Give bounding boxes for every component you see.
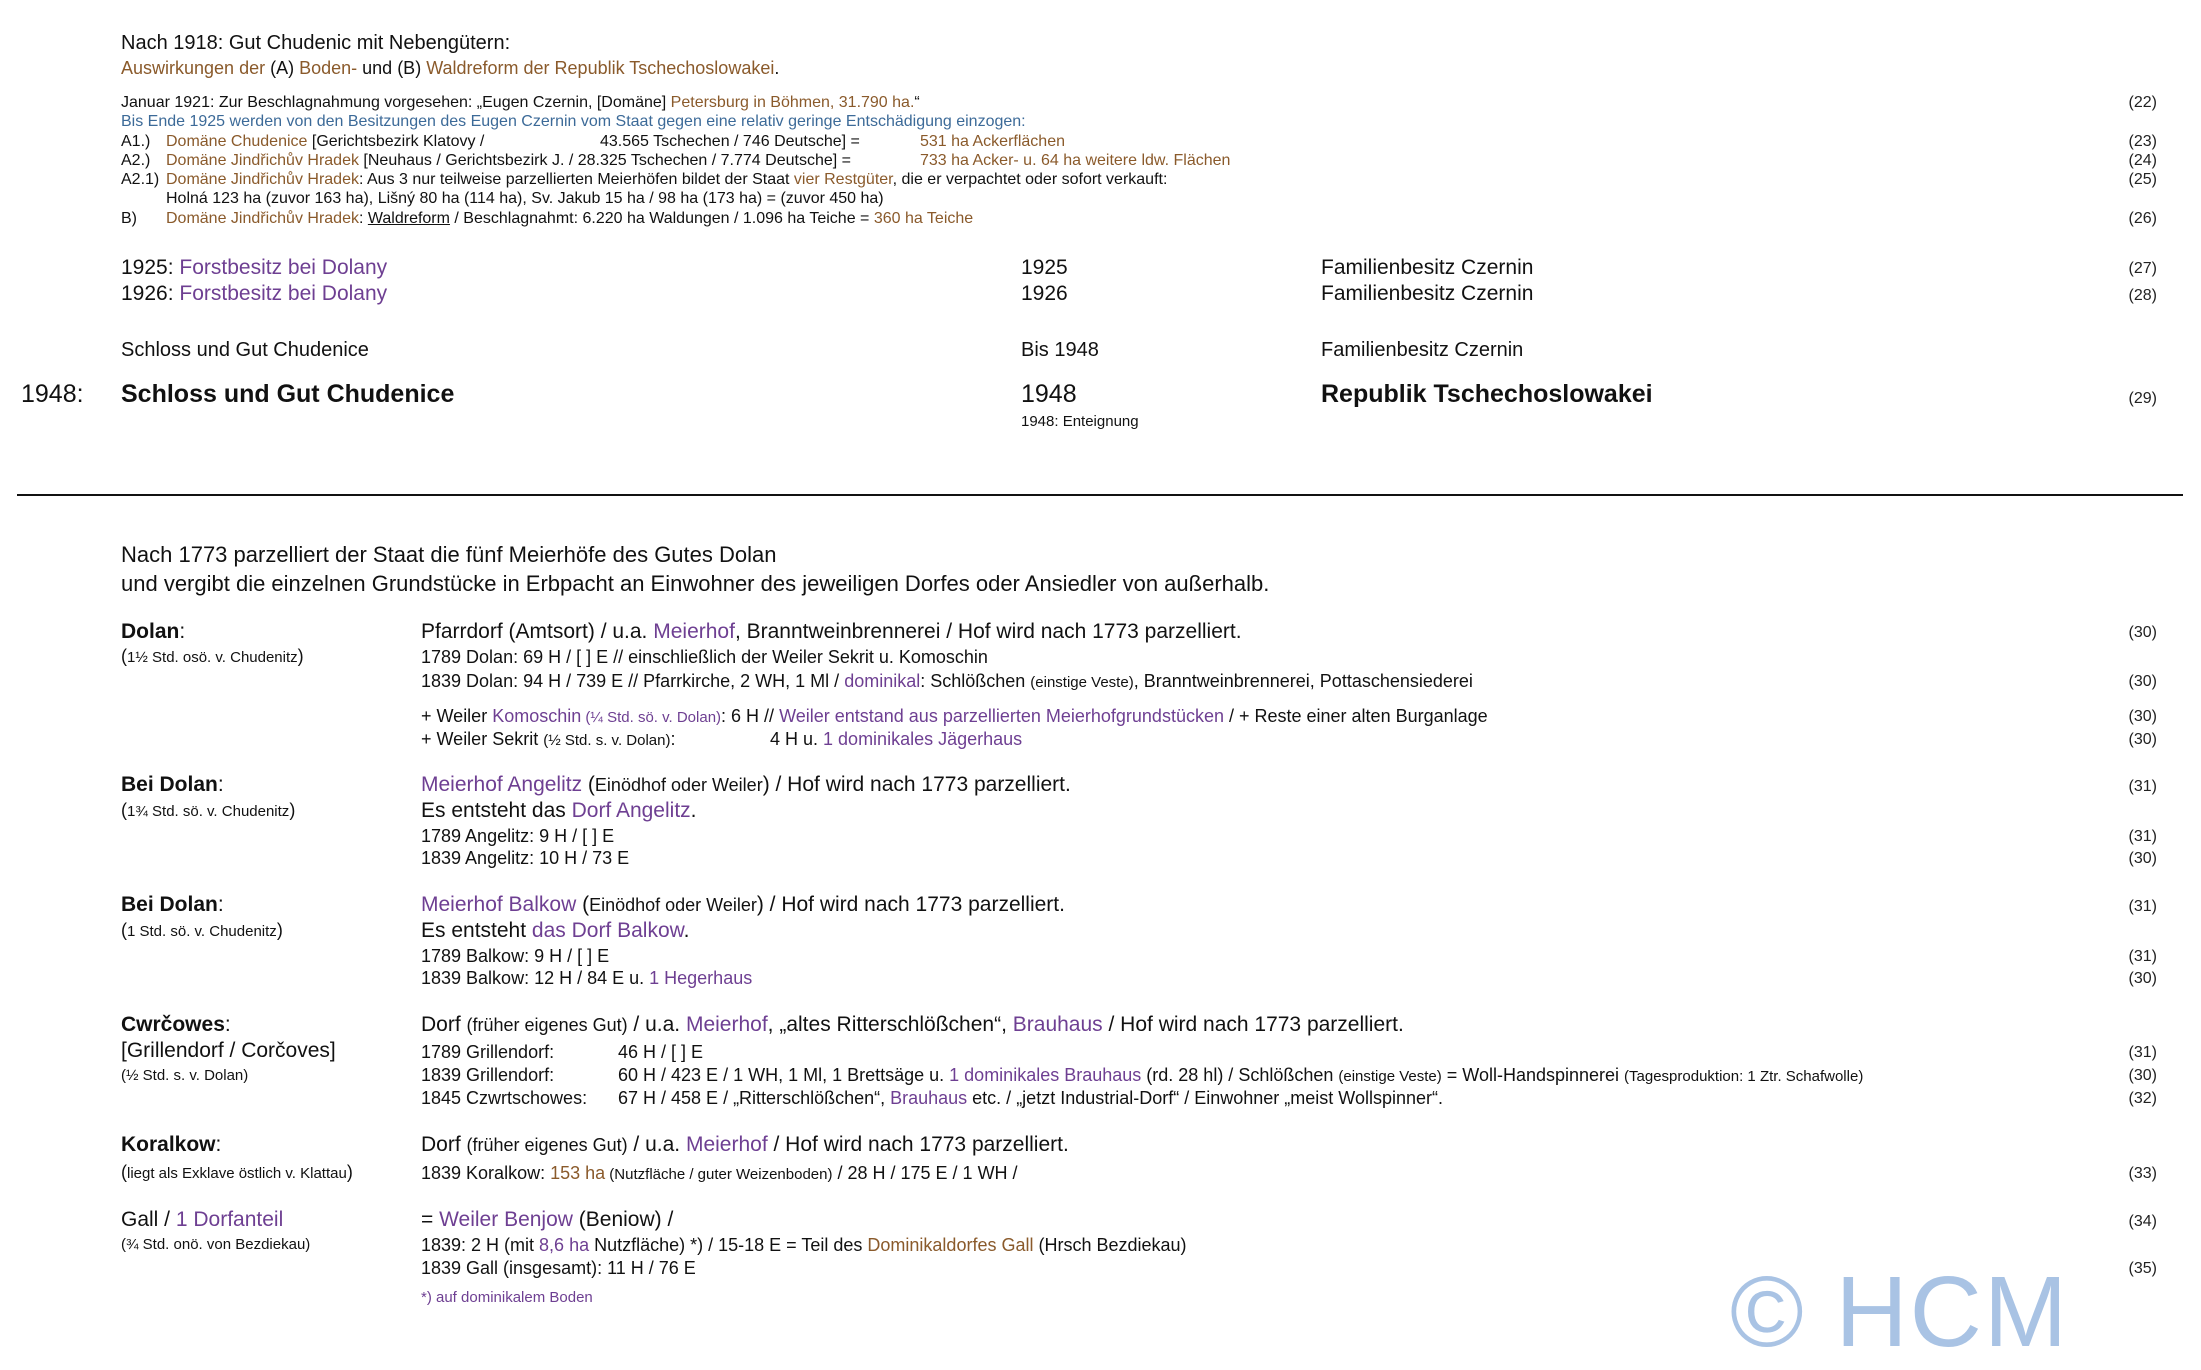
text: (einstige Veste) <box>1030 674 1134 691</box>
text: (früher eigenes Gut) <box>466 1135 628 1155</box>
text: , Branntweinbrennerei / Hof wird nach 1773 parzelliert. <box>734 620 1242 643</box>
row-bis-1948-date: Bis 1948 <box>1021 339 1099 361</box>
dolan-line5 <box>421 729 675 750</box>
text: 1¾ Std. sö. v. Chudenitz <box>127 803 290 820</box>
gall-location: (¾ Std. onö. von Bezdiekau) <box>121 1236 311 1253</box>
cwrcowes-location: (½ Std. s. v. Dolan) <box>121 1067 249 1084</box>
text: Bei Dolan <box>121 893 218 916</box>
text: 1839 Koralkow: <box>421 1163 551 1183</box>
text: 67 H / 458 E / „Ritterschlößchen“, <box>618 1088 891 1108</box>
text: / Hof wird nach 1773 parzelliert. <box>1102 1013 1404 1036</box>
text: dominikal <box>844 671 921 691</box>
text: Gall / <box>121 1208 176 1231</box>
balkow-line3: 1789 Balkow: 9 H / [ ] E <box>421 946 610 966</box>
reference: (25) <box>2128 171 2157 188</box>
text: (einstige Veste) <box>1338 1068 1442 1085</box>
text: Brauhaus <box>890 1088 968 1108</box>
dolan-line2: 1789 Dolan: 69 H / [ ] E // einschließlich der Weiler Sekrit u. Komoschin <box>421 647 988 667</box>
angelitz-location <box>121 800 295 821</box>
text: ( <box>121 646 127 666</box>
text: Es entsteht <box>421 919 532 942</box>
text: ( <box>121 920 127 940</box>
text: ) / Hof wird nach 1773 parzelliert. <box>756 893 1065 916</box>
subheading-part: (A) <box>270 58 300 78</box>
line-jan-1921 <box>121 94 920 112</box>
reference: (30) <box>2128 1067 2157 1084</box>
intro-line1: Nach 1773 parzelliert der Staat die fünf Meierhöfe des Gutes Dolan <box>121 542 777 567</box>
gall-name <box>121 1208 283 1232</box>
gall-footnote: *) auf dominikalem Boden <box>421 1289 593 1306</box>
text: 1 Hegerhaus <box>649 968 753 988</box>
text: [Gerichtsbezirk Klatovy / <box>307 133 485 150</box>
angelitz-name <box>121 773 224 797</box>
a1-hectares: 531 ha Ackerflächen <box>920 133 1065 150</box>
a1-number: A1.) <box>121 133 151 150</box>
text: ) <box>297 646 304 666</box>
text: (Tagesproduktion: 1 Ztr. Schafwolle) <box>1624 1068 1864 1085</box>
row-1925 <box>121 256 387 280</box>
text: ) <box>289 800 296 820</box>
balkow-location <box>121 920 283 941</box>
row-bis-1948-owner: Familienbesitz Czernin <box>1321 339 1524 361</box>
text: / u.a. <box>627 1133 686 1156</box>
copyright-watermark: © HCM <box>1730 1256 2070 1368</box>
text: Koralkow <box>121 1133 216 1156</box>
line-bis-1925: Bis Ende 1925 werden von den Besitzungen des Eugen Czernin vom Staat gegen eine relativ geringe Entschädigung einzogen: <box>121 113 1026 130</box>
reference: (30) <box>2128 624 2157 641</box>
angelitz-line1 <box>421 773 1071 797</box>
cwrcowes-line1 <box>421 1013 1404 1037</box>
dolan-line4 <box>421 706 1488 727</box>
text: Brauhaus <box>1012 1013 1103 1036</box>
text: ) <box>276 920 283 940</box>
dolan-line1 <box>421 620 1242 644</box>
text: Es entsteht das <box>421 799 572 822</box>
row-1948-name: Schloss und Gut Chudenice <box>121 380 455 408</box>
text: Petersburg in Böhmen, 31.790 ha. <box>670 94 915 111</box>
row-1948-owner: Republik Tschechoslowakei <box>1321 380 1653 408</box>
text: Meierhof Balkow <box>421 893 577 916</box>
text: 1839 Balkow: 12 H / 84 E u. <box>421 968 650 988</box>
b-line <box>166 210 973 228</box>
a21-number: A2.1) <box>121 171 160 188</box>
text: Meierhof <box>685 1133 768 1156</box>
text: , „altes Ritterschlößchen“, <box>767 1013 1013 1036</box>
dolan-line3 <box>421 671 1473 692</box>
reference: (30) <box>2128 673 2157 690</box>
cwrcowes-line3-label: 1839 Grillendorf: <box>421 1065 555 1085</box>
row-1948-label: 1948: <box>21 380 84 408</box>
text: Domäne Chudenice <box>166 133 308 150</box>
text: (Nutzfläche / guter Weizenboden) <box>605 1166 833 1183</box>
text: ) / Hof wird nach 1773 parzelliert. <box>762 773 1071 796</box>
row-1925-owner: Familienbesitz Czernin <box>1321 256 1534 279</box>
text: Forstbesitz bei Dolany <box>179 282 388 305</box>
text: ) <box>346 1162 353 1182</box>
text: / Beschlagnahmt: 6.220 ha Waldungen / 1.096 ha Teiche = <box>449 210 874 227</box>
text: 1 dominikales Jägerhaus <box>823 729 1023 749</box>
section1-heading: Nach 1918: Gut Chudenic mit Nebengütern: <box>121 32 511 54</box>
balkow-line4 <box>421 968 752 989</box>
text: : <box>217 773 224 796</box>
text: Meierhof <box>685 1013 768 1036</box>
reference: (33) <box>2128 1165 2157 1182</box>
text: 1925: <box>121 256 180 279</box>
a21-line <box>166 171 1167 189</box>
text: Dominikaldorfes Gall <box>867 1235 1034 1255</box>
text: Nutzfläche) *) / 15-18 E = Teil des <box>589 1235 868 1255</box>
reference: (35) <box>2128 1260 2157 1277</box>
row-1926-owner: Familienbesitz Czernin <box>1321 282 1534 305</box>
text: 1 dominikales Brauhaus <box>949 1065 1142 1085</box>
text: Cwrčowes <box>121 1013 225 1036</box>
koralkow-location <box>121 1162 353 1183</box>
balkow-line1 <box>421 893 1065 917</box>
reference: (34) <box>2128 1213 2157 1230</box>
text: Januar 1921: Zur Beschlagnahmung vorgesehen: „Eugen Czernin, [Domäne] <box>121 94 671 111</box>
text: (früher eigenes Gut) <box>466 1015 628 1035</box>
text: Pfarrdorf (Amtsort) / u.a. <box>421 620 654 643</box>
text: , Branntweinbrennerei, Pottaschensiederei <box>1133 671 1473 691</box>
text: 4 H u. <box>770 729 824 749</box>
reference: (32) <box>2128 1090 2157 1107</box>
text: 1839: 2 H (mit <box>421 1235 540 1255</box>
text: 1 Std. sö. v. Chudenitz <box>127 923 277 940</box>
reference: (30) <box>2128 970 2157 987</box>
text: 60 H / 423 E / 1 WH, 1 Ml, 1 Brettsäge u. <box>618 1065 950 1085</box>
dolan-line5-value <box>770 729 1022 750</box>
text: . <box>683 919 690 942</box>
reference: (31) <box>2128 948 2157 965</box>
a2-hectares: 733 ha Acker- u. 64 ha weitere ldw. Flächen <box>920 152 1231 169</box>
reference: (22) <box>2128 94 2157 111</box>
text: / Hof wird nach 1773 parzelliert. <box>767 1133 1069 1156</box>
reference: (26) <box>2128 210 2157 227</box>
text: Dorf Angelitz <box>571 799 691 822</box>
reference: (23) <box>2128 133 2157 150</box>
subheading-part: Boden- <box>299 58 363 78</box>
text: 153 ha <box>550 1163 606 1183</box>
text: , die er verpachtet oder sofort verkauft: <box>892 171 1168 188</box>
row-1926 <box>121 282 387 306</box>
text: : <box>224 1013 231 1036</box>
text: ( <box>582 773 595 796</box>
gall-line2 <box>421 1235 1187 1256</box>
text: Dorf <box>421 1013 467 1036</box>
text: das Dorf Balkow <box>531 919 684 942</box>
text: ( <box>121 1162 127 1182</box>
text: : Aus 3 nur teilweise parzellierten Meierhöfen bildet der Staat <box>358 171 794 188</box>
text: Komoschin <box>492 706 582 726</box>
text: 8,6 ha <box>539 1235 590 1255</box>
text: Dorf <box>421 1133 467 1156</box>
text: = Woll-Handspinnerei <box>1441 1065 1625 1085</box>
text: Einödhof oder Weiler <box>594 775 763 795</box>
text: / u.a. <box>627 1013 686 1036</box>
text: / 28 H / 175 E / 1 WH / <box>832 1163 1018 1183</box>
text: 1 Dorfanteil <box>175 1208 284 1231</box>
koralkow-line2 <box>421 1163 1018 1184</box>
reference: (29) <box>2128 390 2157 407</box>
text: (½ Std. s. v. Dolan) <box>543 732 671 749</box>
cwrcowes-line4-value <box>618 1088 1443 1109</box>
text: 1½ Std. osö. v. Chudenitz <box>127 649 298 666</box>
reference: (30) <box>2128 731 2157 748</box>
angelitz-line3: 1789 Angelitz: 9 H / [ ] E <box>421 826 615 846</box>
reference: (30) <box>2128 708 2157 725</box>
text: (Hrsch Bezdiekau) <box>1033 1235 1187 1255</box>
cwrcowes-line3-value <box>618 1065 1863 1086</box>
row-1926-date: 1926 <box>1021 282 1068 305</box>
text: Weiler entstand aus parzellierten Meierhofgrundstücken <box>779 706 1224 726</box>
reference: (28) <box>2128 287 2157 304</box>
text: liegt als Exklave östlich v. Klattau <box>127 1165 347 1182</box>
text: + Weiler Sekrit <box>421 729 544 749</box>
cwrcowes-line2-label: 1789 Grillendorf: <box>421 1042 555 1062</box>
subheading-part: Waldreform der Republik Tschechoslowakei <box>426 58 775 78</box>
koralkow-line1 <box>421 1133 1069 1157</box>
text: : <box>358 210 368 227</box>
text: Meierhof <box>653 620 735 643</box>
cwrcowes-alt: [Grillendorf / Corčoves] <box>121 1039 336 1062</box>
text: Waldreform <box>367 210 450 227</box>
text: 1926: <box>121 282 180 305</box>
subheading-part: und <box>362 58 398 78</box>
text: Domäne Jindřichův Hradek <box>166 152 359 169</box>
angelitz-line2 <box>421 799 697 823</box>
reference: (30) <box>2128 850 2157 867</box>
text: Weiler Benjow <box>439 1208 573 1231</box>
cwrcowes-line4-label: 1845 Czwrtschowes: <box>421 1088 588 1108</box>
text: : <box>217 893 224 916</box>
row-1948-note: 1948: Enteignung <box>1021 413 1139 430</box>
gall-line1 <box>421 1208 673 1232</box>
text: + Weiler <box>421 706 493 726</box>
a2-number: A2.) <box>121 152 151 169</box>
text: ( <box>121 800 127 820</box>
text: / + Reste einer alten Burganlage <box>1223 706 1488 726</box>
text: ( <box>576 893 590 916</box>
a21-line2: Holná 123 ha (zuvor 163 ha), Lišný 80 ha (114 ha), Sv. Jakub 15 ha / 98 ha (173 ha) = (zuvor 450 ha) <box>166 190 884 207</box>
section-divider <box>17 494 2183 496</box>
angelitz-line4: 1839 Angelitz: 10 H / 73 E <box>421 848 630 868</box>
text: (Beniow) / <box>572 1208 674 1231</box>
row-1925-date: 1925 <box>1021 256 1068 279</box>
text: Meierhof Angelitz <box>421 773 583 796</box>
text: Dolan <box>121 620 180 643</box>
text: : <box>179 620 186 643</box>
text: Domäne Jindřichův Hradek <box>166 210 359 227</box>
dolan-name <box>121 620 185 644</box>
text: . <box>690 799 697 822</box>
subheading-part: (B) <box>397 58 427 78</box>
balkow-name <box>121 893 224 917</box>
text: : <box>670 729 676 749</box>
a1-line <box>166 133 484 151</box>
text: Forstbesitz bei Dolany <box>179 256 388 279</box>
cwrcowes-name <box>121 1013 231 1037</box>
text: [Neuhaus / Gerichtsbezirk J. / 28.325 Tschechen / 7.774 Deutsche] = <box>358 152 851 169</box>
reference: (24) <box>2128 152 2157 169</box>
text: vier Restgüter <box>793 171 893 188</box>
dolan-location <box>121 646 304 667</box>
koralkow-name <box>121 1133 221 1157</box>
balkow-line2 <box>421 919 690 943</box>
b-number: B) <box>121 210 137 227</box>
text: : <box>215 1133 222 1156</box>
cwrcowes-line2-value: 46 H / [ ] E <box>618 1042 704 1062</box>
text: (rd. 28 hl) / Schlößchen <box>1141 1065 1339 1085</box>
text: Bei Dolan <box>121 773 218 796</box>
subheading-part: Auswirkungen der <box>121 58 271 78</box>
reference: (31) <box>2128 1044 2157 1061</box>
intro-line2: und vergibt die einzelnen Grundstücke in Erbpacht an Einwohner des jeweiligen Dorfes oder Ansiedler von außerhalb. <box>121 571 1270 596</box>
text: Einödhof oder Weiler <box>589 895 757 915</box>
reference: (31) <box>2128 898 2157 915</box>
reference: (31) <box>2128 778 2157 795</box>
text: 360 ha Teiche <box>873 210 974 227</box>
text: 1839 Dolan: 94 H / 739 E // Pfarrkirche, 2 WH, 1 Ml / <box>421 671 845 691</box>
text: (¼ Std. sö. v. Dolan) <box>581 709 722 726</box>
text: etc. / „jetzt Industrial-Dorf“ / Einwohner „meist Wollspinner“. <box>967 1088 1443 1108</box>
text: “ <box>914 94 920 111</box>
gall-line3: 1839 Gall (insgesamt): 11 H / 76 E <box>421 1258 696 1278</box>
reference: (31) <box>2128 828 2157 845</box>
text: : 6 H // <box>721 706 780 726</box>
a1-numbers: 43.565 Tschechen / 746 Deutsche] = <box>600 133 860 150</box>
a2-line <box>166 152 851 170</box>
text: Domäne Jindřichův Hradek <box>166 171 359 188</box>
subheading-part: . <box>774 58 780 78</box>
section1-subheading <box>121 58 779 79</box>
row-1948-date: 1948 <box>1021 380 1077 408</box>
row-bis-1948-name: Schloss und Gut Chudenice <box>121 339 369 361</box>
text: : Schlößchen <box>920 671 1031 691</box>
text: = <box>421 1208 440 1231</box>
reference: (27) <box>2128 260 2157 277</box>
